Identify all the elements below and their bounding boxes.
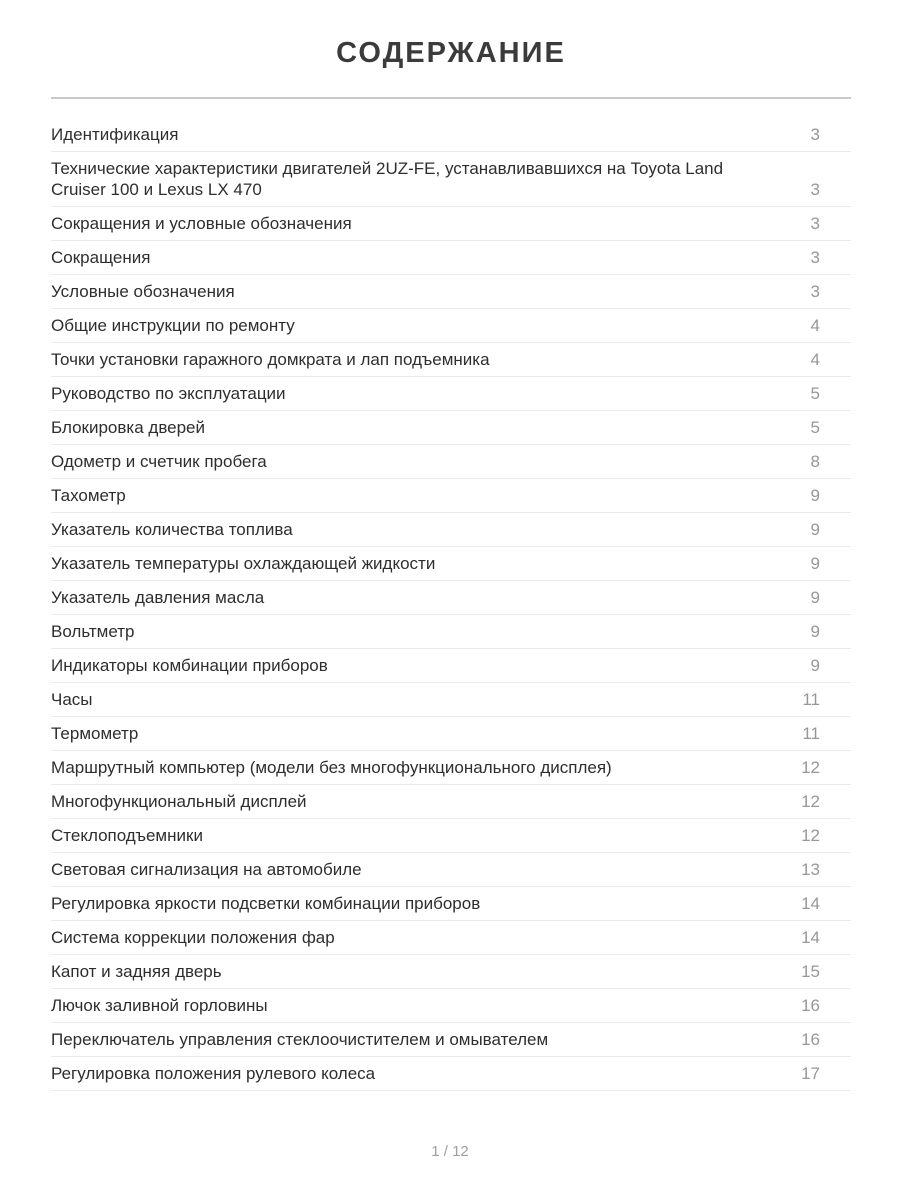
toc-entry[interactable] — [51, 343, 851, 377]
toc-entry-page-number: 9 — [810, 622, 820, 641]
toc-entry-page-number: 9 — [810, 588, 820, 607]
toc-entry-title: Маршрутный компьютер (модели без многофункционального дисплея) — [51, 758, 612, 777]
toc-entry-page-number: 9 — [810, 554, 820, 573]
page-title: СОДЕРЖАНИЕ — [336, 37, 566, 69]
page-indicator: 1 / 12 — [431, 1143, 469, 1160]
toc-entry[interactable] — [51, 615, 851, 649]
toc-entry-page-number: 3 — [810, 214, 820, 233]
toc-entry-page-number: 15 — [801, 962, 820, 981]
toc-entry-page-number: 8 — [810, 452, 820, 471]
toc-entry-title: Точки установки гаражного домкрата и лап подъемника — [51, 350, 490, 369]
toc-entry-page-number: 12 — [801, 758, 820, 777]
toc-entry-page-number: 13 — [801, 860, 820, 879]
toc-entry[interactable] — [51, 785, 851, 819]
toc-entry[interactable] — [51, 309, 851, 343]
toc-entry-title: Система коррекции положения фар — [51, 928, 335, 947]
toc-entry-page-number: 16 — [801, 1030, 820, 1049]
toc-entry[interactable] — [51, 275, 851, 309]
toc-entry-title: Стеклоподъемники — [51, 826, 203, 845]
toc-entry-page-number: 17 — [801, 1064, 820, 1083]
toc-entry-page-number: 9 — [810, 486, 820, 505]
toc-entry[interactable] — [51, 717, 851, 751]
toc-entry-title: Указатель температуры охлаждающей жидкости — [51, 554, 436, 573]
toc-entry-title: Указатель давления масла — [51, 588, 265, 607]
toc-entry-page-number: 9 — [810, 520, 820, 539]
toc-entry-title: Тахометр — [51, 486, 126, 505]
toc-entry[interactable] — [51, 377, 851, 411]
toc-entry-page-number: 3 — [810, 180, 820, 199]
toc-entry-title: Технические характеристики двигателей 2UZ-FE, устанавливавшихся на Toyota Land Cruiser 100 и Lexus LX 470 — [51, 159, 724, 199]
toc-entry-page-number: 3 — [810, 248, 820, 267]
toc-entry[interactable] — [51, 751, 851, 785]
toc-entry-title: Одометр и счетчик пробега — [51, 452, 267, 471]
toc-entry-page-number: 4 — [810, 350, 820, 369]
toc-entry-page-number: 3 — [810, 125, 820, 144]
toc-entry-title: Блокировка дверей — [51, 418, 206, 437]
toc-entry[interactable] — [51, 955, 851, 989]
toc-entry-page-number: 3 — [810, 282, 820, 301]
toc-entry[interactable] — [51, 649, 851, 683]
toc-entry[interactable] — [51, 411, 851, 445]
toc-entry[interactable] — [51, 1023, 851, 1057]
toc-entry-title: Лючок заливной горловины — [51, 996, 268, 1015]
toc-entry-title: Многофункциональный дисплей — [51, 792, 307, 811]
toc-entry[interactable] — [51, 853, 851, 887]
toc-entry[interactable] — [51, 118, 851, 152]
toc-entry-page-number: 5 — [810, 418, 820, 437]
toc-entry[interactable] — [51, 1057, 851, 1091]
toc-entry-title: Переключатель управления стеклоочистителем и омывателем — [51, 1030, 549, 1049]
toc-entry[interactable] — [51, 479, 851, 513]
toc-entry[interactable] — [51, 683, 851, 717]
toc-entry[interactable] — [51, 445, 851, 479]
toc-entry[interactable] — [51, 207, 851, 241]
toc-entry[interactable] — [51, 921, 851, 955]
toc-list — [51, 99, 851, 1091]
toc-entry-title: Условные обозначения — [51, 282, 235, 301]
toc-entry[interactable] — [51, 547, 851, 581]
toc-entry-page-number: 4 — [810, 316, 820, 335]
toc-entry-title: Руководство по эксплуатации — [51, 384, 286, 403]
toc-entry[interactable] — [51, 152, 851, 207]
toc-entry-page-number: 14 — [801, 894, 820, 913]
toc-entry-page-number: 14 — [801, 928, 820, 947]
toc-entry-title: Часы — [51, 690, 93, 709]
toc-entry-title: Указатель количества топлива — [51, 520, 293, 539]
toc-entry-page-number: 12 — [801, 792, 820, 811]
toc-entry[interactable] — [51, 581, 851, 615]
toc-entry-title: Регулировка положения рулевого колеса — [51, 1064, 376, 1083]
toc-entry-title: Вольтметр — [51, 622, 135, 641]
toc-entry[interactable] — [51, 989, 851, 1023]
toc-entry-title: Сокращения и условные обозначения — [51, 214, 352, 233]
toc-entry[interactable] — [51, 241, 851, 275]
toc-entry-page-number: 11 — [802, 724, 820, 743]
toc-entry-title: Идентификация — [51, 125, 179, 144]
toc-entry-title: Регулировка яркости подсветки комбинации приборов — [51, 894, 481, 913]
toc-entry[interactable] — [51, 887, 851, 921]
toc-entry-title: Общие инструкции по ремонту — [51, 316, 295, 335]
toc-entry-title: Термометр — [51, 724, 139, 743]
toc-entry-page-number: 5 — [810, 384, 820, 403]
toc-entry-title: Капот и задняя дверь — [51, 962, 222, 981]
toc-entry-title: Световая сигнализация на автомобиле — [51, 860, 362, 879]
toc-entry-page-number: 11 — [802, 690, 820, 709]
toc-entry-page-number: 12 — [801, 826, 820, 845]
toc-entry-page-number: 16 — [801, 996, 820, 1015]
toc-entry[interactable] — [51, 513, 851, 547]
toc-entry[interactable] — [51, 819, 851, 853]
toc-entry-title: Сокращения — [51, 248, 151, 267]
toc-entry-title: Индикаторы комбинации приборов — [51, 656, 328, 675]
toc-entry-page-number: 9 — [810, 656, 820, 675]
